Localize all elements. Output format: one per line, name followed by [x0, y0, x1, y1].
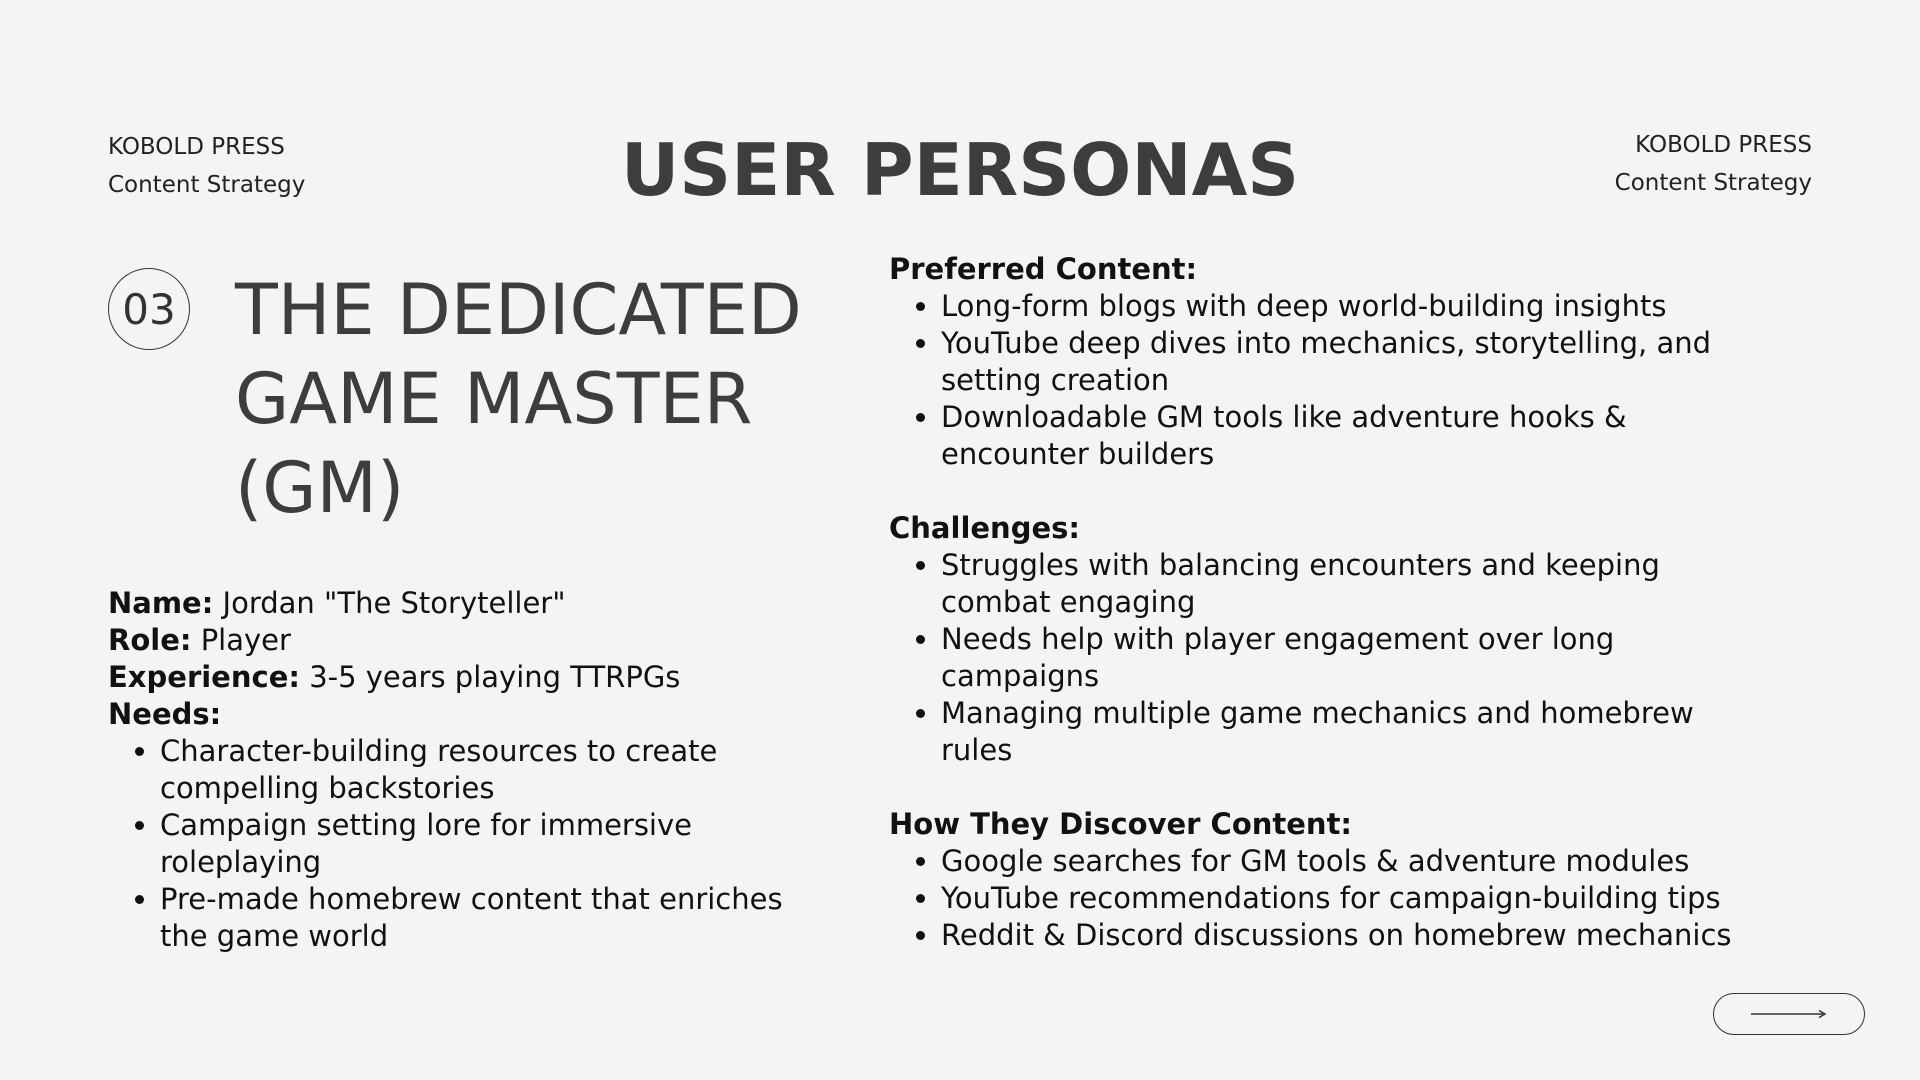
persona-insights [889, 251, 1749, 991]
persona-name-row [108, 585, 828, 622]
role-label: Role: [108, 623, 192, 657]
brand-company: KOBOLD PRESS [108, 134, 285, 160]
list-item: • Struggles with balancing encounters and keeping combat engaging [941, 547, 1749, 621]
list-item: • Managing multiple game mechanics and homebrew rules [941, 695, 1749, 769]
name-value: Jordan "The Storyteller" [222, 586, 566, 620]
section-heading: Challenges: [889, 511, 1080, 545]
needs-list [108, 733, 828, 955]
brand-subtitle: Content Strategy [1614, 170, 1812, 196]
name-label: Name: [108, 586, 214, 620]
list-item: • Long-form blogs with deep world-building insights [941, 288, 1749, 325]
persona-role-row [108, 622, 828, 659]
list-item: • YouTube recommendations for campaign-building tips [941, 880, 1749, 917]
challenges-section [889, 510, 1749, 769]
persona-title [235, 266, 875, 533]
section-heading: Preferred Content: [889, 252, 1198, 286]
list-item: • Reddit & Discord discussions on homebrew mechanics [941, 917, 1749, 954]
preferred-content-list [889, 288, 1749, 473]
discovery-list [889, 843, 1749, 954]
brand-header-right [1615, 126, 1812, 202]
list-item: • YouTube deep dives into mechanics, storytelling, and setting creation [941, 325, 1749, 399]
persona-title-line: (GM) [235, 447, 405, 529]
arrow-right-icon [1749, 1009, 1829, 1019]
persona-experience-row [108, 659, 828, 696]
page-title: USER PERSONAS [620, 128, 1300, 212]
experience-label: Experience: [108, 660, 300, 694]
list-item: • Pre-made homebrew content that enriches the game world [160, 881, 828, 955]
list-item: • Needs help with player engagement over long campaigns [941, 621, 1749, 695]
preferred-content-section [889, 251, 1749, 473]
next-slide-button[interactable] [1713, 993, 1865, 1035]
list-item: • Campaign setting lore for immersive roleplaying [160, 807, 828, 881]
list-item: • Downloadable GM tools like adventure hooks & encounter builders [941, 399, 1749, 473]
persona-number-badge: 03 [108, 268, 190, 350]
brand-company: KOBOLD PRESS [1635, 132, 1812, 158]
persona-title-line: THE DEDICATED [235, 269, 802, 351]
brand-subtitle: Content Strategy [108, 172, 306, 198]
persona-needs-row [108, 696, 828, 733]
role-value: Player [200, 623, 291, 657]
challenges-list [889, 547, 1749, 769]
list-item: • Character-building resources to create compelling backstories [160, 733, 828, 807]
persona-title-line: GAME MASTER [235, 358, 753, 440]
section-heading: How They Discover Content: [889, 807, 1353, 841]
persona-details [108, 585, 828, 955]
needs-label: Needs: [108, 697, 222, 731]
list-item: • Google searches for GM tools & adventure modules [941, 843, 1749, 880]
discovery-section [889, 806, 1749, 954]
experience-value: 3-5 years playing TTRPGs [309, 660, 681, 694]
